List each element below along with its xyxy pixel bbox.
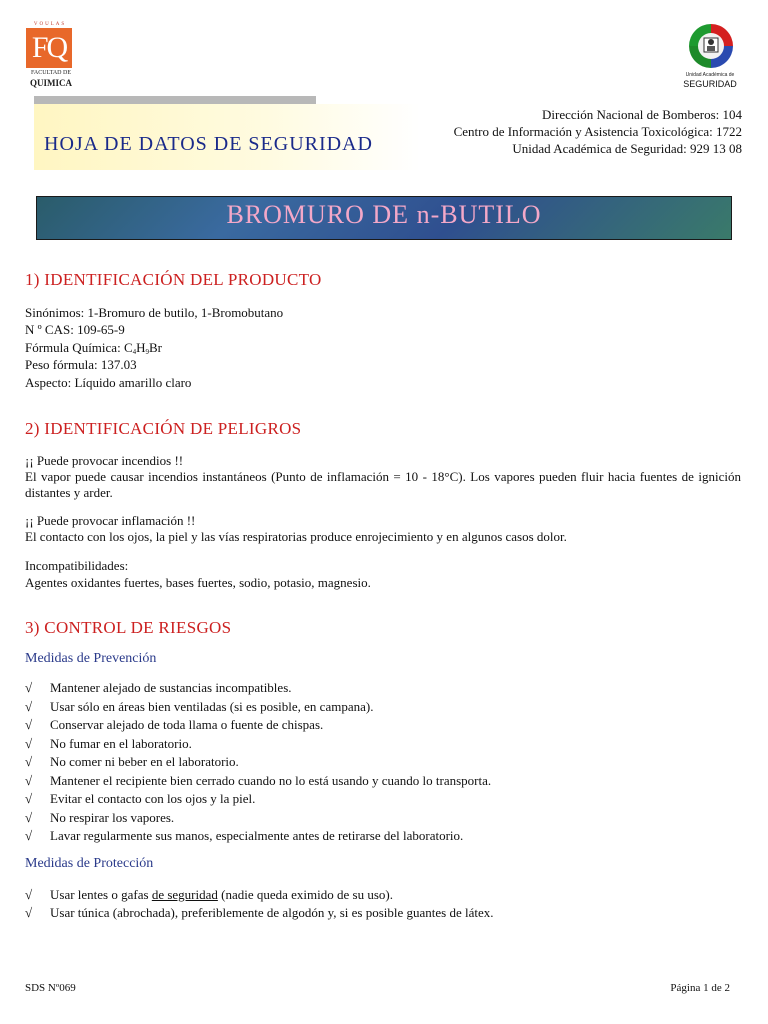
check-icon: √ [25,809,33,825]
protection-item [25,887,393,903]
emergency-contacts [454,106,742,157]
check-icon: √ [25,791,33,806]
prevention-item-text: Mantener alejado de sustancias incompatibles. [50,680,292,695]
section-heading-risk-control: 3) CONTROL DE RIESGOS [25,618,232,637]
section-heading-hazards: 2) IDENTIFICACIÓN DE PELIGROS [25,419,302,438]
prevention-item-text: Lavar regularmente sus manos, especialmente antes de retirarse del laboratorio. [50,828,464,843]
protection-item-text-a: Usar lentes o gafas [50,887,152,902]
fq-logo-mark: FQ [26,28,72,68]
check-icon: √ [25,754,33,769]
prevention-item-text: Mantener el recipiente bien cerrado cuando no lo está usando y cuando lo transporta. [50,772,492,788]
prevention-item [25,810,174,826]
section-heading-identification: 1) IDENTIFICACIÓN DEL PRODUCTO [25,270,322,289]
synonyms-line: Sinónimos: 1-Bromuro de butilo, 1-Bromobutano [25,305,284,320]
check-icon: √ [25,717,33,732]
protection-item [25,905,494,921]
incompatibilities-title: Incompatibilidades: [25,558,129,573]
contact-toxicology: Centro de Información y Asistencia Toxicológica: 1722 [453,124,742,139]
sds-number: SDS Nº069 [25,982,76,994]
prevention-item [25,680,292,696]
protection-item-text-b: (nadie queda eximido de su uso). [217,887,393,902]
weight-line: Peso fórmula: 137.03 [25,357,137,372]
formula-line [25,340,162,356]
formula-rest: Br [149,340,162,355]
safety-emblem-icon [676,20,746,72]
incompatibilities-text: Agentes oxidantes fuertes, bases fuertes, sodio, potasio, magnesio. [25,575,371,590]
logo-caption-safety: SEGURIDAD [683,79,737,89]
formula-h-subscript: 9 [145,348,149,356]
check-icon: √ [25,828,33,843]
prevention-subheading: Medidas de Prevención [25,651,157,666]
check-icon: √ [25,887,33,902]
logo-top-label: VOULAS [33,22,67,27]
appearance-line: Aspecto: Líquido amarillo claro [25,375,192,390]
protection-item-text-underlined: de seguridad [151,887,218,902]
protection-subheading: Medidas de Protección [25,856,154,871]
prevention-item [25,791,255,807]
check-icon: √ [25,698,33,714]
check-icon: √ [25,772,33,788]
prevention-item [25,699,373,715]
prevention-item-text: No respirar los vapores. [50,809,175,825]
logo-caption-faculty: FACULTAD DE [30,70,72,76]
logo-caption-chemistry: QUIMICA [30,78,72,88]
protection-item-text: Usar túnica (abrochada), preferiblemente de algodón y, si es posible guantes de látex. [50,905,494,920]
faculty-logo [24,22,80,92]
inflammation-hazard-text: El contacto con los ojos, la piel y las vías respiratorias produce enrojecimiento y en algunos casos dolor. [25,529,567,544]
document-title: HOJA DE DATOS DE SEGURIDAD [44,133,373,155]
prevention-item-text: No comer ni beber en el laboratorio. [50,754,239,769]
cas-line: N º CAS: 109-65-9 [25,322,125,337]
prevention-item-text: Conservar alejado de toda llama o fuente de chispas. [50,717,324,732]
page-number: Página 1 de 2 [670,982,730,994]
fire-hazard-title: ¡¡ Puede provocar incendios !! [25,453,184,468]
check-icon: √ [25,735,33,751]
formula-h: H [136,340,146,355]
prevention-item [25,754,239,770]
prevention-item-text: Usar sólo en áreas bien ventiladas (si es posible, en campana). [50,698,374,714]
formula-c-subscript: 4 [132,348,137,356]
logo-caption-unit: Unidad Académica de [685,72,735,78]
header-shadow-bar [34,96,316,104]
prevention-item [25,717,323,733]
contact-firefighters: Dirección Nacional de Bomberos: 104 [542,107,742,122]
product-title: BROMURO DE n-BUTILO [226,200,542,229]
prevention-item [25,736,192,752]
fire-hazard-text: El vapor puede causar incendios instantáneos (Punto de inflamación = 10 - 18°C). Los vapores pueden fluir hacia fuentes de ignición distantes y arder. [25,469,741,500]
safety-unit-logo [676,20,746,94]
contact-safety-unit: Unidad Académica de Seguridad: 929 13 08 [512,141,742,156]
formula-c: C [123,340,133,355]
prevention-item-text: Evitar el contacto con los ojos y la piel. [50,791,256,806]
check-icon: √ [25,680,33,695]
formula-label: Fórmula Química: [25,340,124,355]
prevention-item [25,828,463,844]
prevention-item [25,773,491,789]
check-icon: √ [25,905,33,920]
inflammation-hazard-title: ¡¡ Puede provocar inflamación !! [25,513,196,528]
prevention-item-text: No fumar en el laboratorio. [50,735,192,751]
